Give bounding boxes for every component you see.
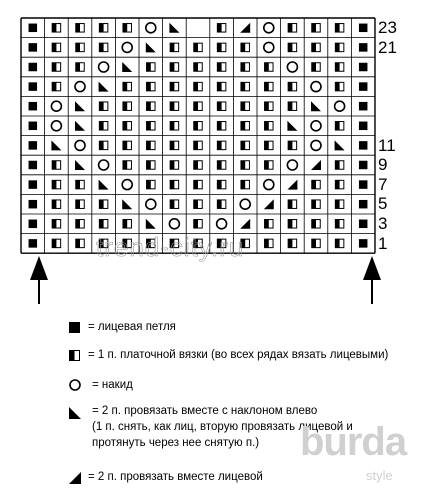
chart-cell: [359, 200, 367, 208]
chart-cell: [288, 102, 296, 110]
chart-cell: [170, 141, 178, 149]
chart-cell: [359, 82, 367, 90]
chart-cell: [122, 199, 132, 209]
chart-cell: [311, 160, 321, 170]
chart-cell: [75, 101, 85, 111]
chart-cell: [122, 42, 132, 52]
chart-cell: [240, 23, 250, 33]
chart-cell: [287, 121, 297, 131]
chart-cell: [240, 199, 250, 209]
watermark: trend-city.ru: [96, 232, 245, 262]
chart-cell: [217, 24, 225, 32]
chart-cell: [217, 161, 225, 169]
chart-cell: [194, 180, 202, 188]
chart-cell: [76, 180, 84, 188]
chart-cell: [123, 82, 131, 90]
row-number-label: 9: [378, 155, 388, 175]
chart-cell: [29, 122, 37, 130]
chart-cell: [265, 122, 273, 130]
legend-text-k2tog: = 2 п. провязать вместе лицевой: [88, 471, 263, 483]
chart-cell: [75, 121, 85, 131]
chart-cell: [194, 43, 202, 51]
chart-cell: [288, 43, 296, 51]
chart-cell: [170, 63, 178, 71]
chart-cell: [311, 140, 321, 150]
chart-cell: [312, 24, 320, 32]
chart-cell: [194, 161, 202, 169]
chart-cell: [312, 43, 320, 51]
chart-cell: [51, 140, 61, 150]
chart-cell: [217, 63, 225, 71]
chart-cell: [52, 180, 60, 188]
burda-logo-sub: style: [366, 468, 393, 483]
chart-cell: [288, 200, 296, 208]
chart-cell: [288, 220, 296, 228]
chart-cell: [99, 82, 109, 92]
chart-cell: [52, 220, 60, 228]
chart-cell: [312, 239, 320, 247]
chart-cell: [194, 220, 202, 228]
legend-text-ssk-2: (1 п. снять, как лиц, вторую провязать лицевой и: [92, 421, 353, 433]
knitting-chart: [20, 17, 376, 254]
chart-cell: [264, 42, 274, 52]
chart-cell: [312, 220, 320, 228]
chart-cell: [287, 180, 297, 190]
chart-cell: [335, 63, 343, 71]
chart-cell: [123, 220, 131, 228]
chart-cell: [288, 239, 296, 247]
chart-cell: [170, 180, 178, 188]
chart-cell: [76, 43, 84, 51]
chart-cell: [76, 239, 84, 247]
left-triangle-icon: [69, 407, 81, 419]
chart-cell: [146, 219, 156, 229]
chart-cell: [170, 102, 178, 110]
chart-cell: [29, 220, 37, 228]
row-number-label: 7: [378, 174, 388, 194]
chart-cell: [217, 180, 225, 188]
chart-cell: [29, 102, 37, 110]
chart-cell: [99, 180, 109, 190]
chart-cell: [335, 101, 345, 111]
chart-cell: [52, 161, 60, 169]
chart-cell: [76, 220, 84, 228]
chart-cell: [312, 200, 320, 208]
burda-logo: burda: [300, 420, 407, 464]
chart-cell: [359, 102, 367, 110]
chart-cell: [29, 239, 37, 247]
chart-cell: [217, 219, 227, 229]
chart-cell: [335, 24, 343, 32]
chart-cell: [76, 200, 84, 208]
chart-cell: [312, 63, 320, 71]
chart-cell: [123, 161, 131, 169]
chart-cell: [311, 101, 321, 111]
legend-text-ssk-1: = 2 п. провязать вместе с наклоном влево: [92, 405, 318, 417]
legend-text-garter: = 1 п. платочной вязки (во всех рядах вязать лицевыми): [88, 349, 389, 361]
chart-cell: [99, 141, 107, 149]
chart-cell: [288, 141, 296, 149]
right-arrow-icon: [363, 256, 381, 304]
chart-cell: [217, 122, 225, 130]
chart-cell: [194, 102, 202, 110]
chart-cell: [217, 200, 225, 208]
chart-cell: [75, 82, 85, 92]
chart-cell: [359, 24, 367, 32]
legend-text-knit: = лицевая петля: [88, 321, 176, 333]
chart-cell: [147, 122, 155, 130]
chart-cell: [194, 122, 202, 130]
chart-cell: [29, 200, 37, 208]
chart-cell: [76, 63, 84, 71]
chart-cell: [241, 161, 249, 169]
chart-cell: [194, 82, 202, 90]
chart-cell: [241, 141, 249, 149]
chart-cell: [241, 43, 249, 51]
chart-cell: [194, 141, 202, 149]
chart-cell: [122, 62, 132, 72]
row-number-label: 11: [378, 135, 396, 155]
chart-cell: [265, 82, 273, 90]
chart-cell: [123, 122, 131, 130]
chart-cell: [122, 180, 132, 190]
chart-cell: [170, 82, 178, 90]
row-number-label: 3: [378, 214, 388, 233]
chart-cell: [99, 102, 107, 110]
chart-cell: [146, 23, 156, 33]
chart-cell: [217, 102, 225, 110]
chart-cell: [265, 161, 273, 169]
circle-icon: [69, 379, 81, 391]
chart-cell: [335, 180, 343, 188]
chart-cell: [29, 141, 37, 149]
chart-cell: [359, 43, 367, 51]
chart-cell: [123, 102, 131, 110]
chart-cell: [241, 102, 249, 110]
chart-cell: [146, 199, 156, 209]
row-number-label: 1: [378, 233, 388, 253]
chart-cell: [76, 24, 84, 32]
chart-cell: [51, 121, 61, 131]
chart-cell: [52, 239, 60, 247]
chart-cell: [29, 180, 37, 188]
chart-cell: [99, 62, 109, 72]
chart-cell: [359, 141, 367, 149]
chart-cell: [194, 63, 202, 71]
chart-cell: [241, 82, 249, 90]
chart-cell: [359, 220, 367, 228]
chart-cell: [170, 161, 178, 169]
chart-cell: [288, 24, 296, 32]
chart-cell: [335, 161, 343, 169]
chart-cell: [147, 82, 155, 90]
chart-cell: [217, 43, 225, 51]
chart-cell: [335, 200, 343, 208]
chart-cell: [217, 82, 225, 90]
chart-cell: [99, 200, 107, 208]
chart-cell: [335, 122, 343, 130]
left-arrow-icon: [30, 256, 48, 304]
chart-cell: [52, 200, 60, 208]
chart-cell: [264, 180, 274, 190]
chart-cell: [170, 122, 178, 130]
chart-cell: [29, 63, 37, 71]
chart-cell: [29, 82, 37, 90]
chart-cell: [99, 122, 107, 130]
chart-cell: [29, 24, 37, 32]
legend-text-yarnover: = накид: [92, 379, 133, 391]
row-number-label: 5: [378, 194, 388, 214]
chart-cell: [123, 141, 131, 149]
row-number-label: 21: [378, 37, 397, 57]
chart-cell: [99, 220, 107, 228]
chart-cell: [29, 161, 37, 169]
chart-cell: [29, 43, 37, 51]
chart-cell: [52, 63, 60, 71]
chart-cell: [170, 43, 178, 51]
chart-cell: [217, 141, 225, 149]
chart-cell: [147, 63, 155, 71]
chart-cell: [241, 122, 249, 130]
chart-cell: [241, 63, 249, 71]
chart-cell: [264, 199, 274, 209]
chart-cell: [335, 43, 343, 51]
chart-cell: [52, 82, 60, 90]
chart-cell: [52, 43, 60, 51]
chart-cell: [265, 63, 273, 71]
chart-cell: [99, 160, 109, 170]
chart-cell: [169, 219, 179, 229]
filled-square-icon: [69, 322, 80, 333]
half-square-icon: [69, 350, 80, 361]
chart-cell: [170, 200, 178, 208]
chart-cell: [240, 219, 250, 229]
chart-cell: [123, 24, 131, 32]
chart-cell: [147, 141, 155, 149]
chart-cell: [288, 82, 296, 90]
chart-cell: [335, 82, 343, 90]
chart-cell: [147, 161, 155, 169]
chart-cell: [99, 24, 107, 32]
legend-text-ssk-3: протянуть через нее снятую п.): [92, 437, 260, 449]
chart-cell: [311, 82, 321, 92]
chart-cell: [287, 160, 297, 170]
chart-cell: [265, 102, 273, 110]
chart-cell: [335, 140, 345, 150]
chart-cell: [75, 140, 85, 150]
chart-cell: [287, 62, 297, 72]
chart-cell: [265, 220, 273, 228]
chart-cell: [194, 200, 202, 208]
chart-cell: [52, 24, 60, 32]
chart-cell: [359, 239, 367, 247]
chart-cell: [147, 180, 155, 188]
chart-cell: [75, 160, 85, 170]
chart-cell: [265, 239, 273, 247]
chart-cell: [265, 141, 273, 149]
chart-cell: [335, 220, 343, 228]
chart-cell: [99, 43, 107, 51]
chart-cell: [241, 180, 249, 188]
chart-cell: [264, 23, 274, 33]
chart-cell: [335, 239, 343, 247]
chart-cell: [311, 121, 321, 131]
chart-cell: [359, 63, 367, 71]
chart-cell: [169, 23, 179, 33]
chart-cell: [312, 180, 320, 188]
chart-cell: [51, 101, 61, 111]
chart-cell: [146, 42, 156, 52]
chart-cell: [147, 102, 155, 110]
right-triangle-icon: [69, 472, 81, 484]
row-number-label: 23: [378, 18, 397, 37]
chart-cell: [359, 180, 367, 188]
chart-cell: [359, 161, 367, 169]
chart-cell: [359, 122, 367, 130]
